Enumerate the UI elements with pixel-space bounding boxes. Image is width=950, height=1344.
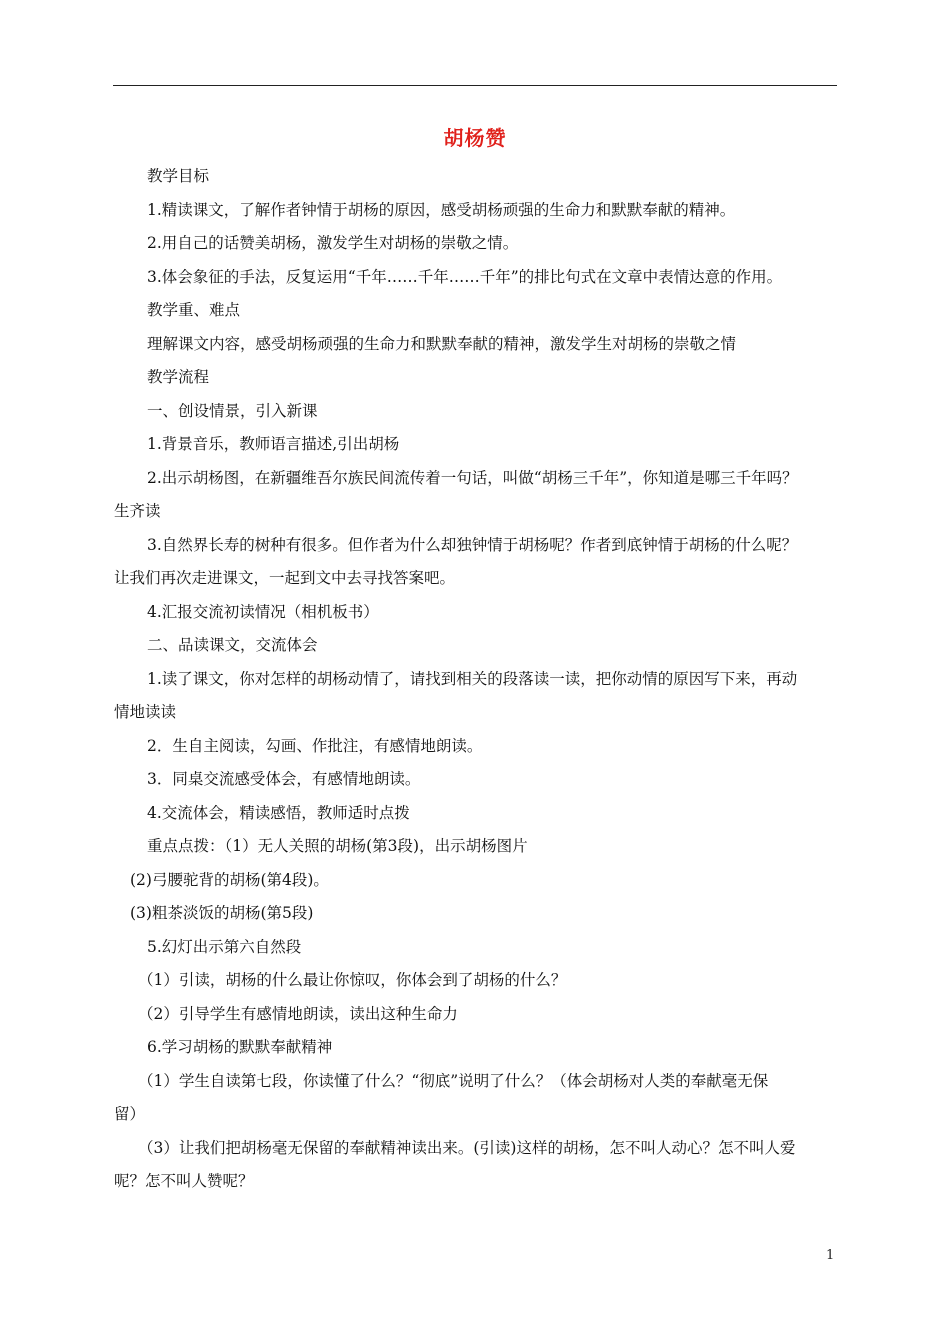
- paragraph: 1.精读课文，了解作者钟情于胡杨的原因，感受胡杨顽强的生命力和默默奉献的精神。: [147, 200, 736, 219]
- section-heading: 教学流程: [147, 368, 210, 386]
- subsection-heading: 二、品读课文，交流体会: [147, 636, 318, 654]
- paragraph: 2.出示胡杨图，在新疆维吾尔族民间流传着一句话，叫做“胡杨三千年”，你知道是哪三千年吗？: [147, 468, 798, 487]
- paragraph: （1）引读，胡杨的什么最让你惊叹，你体会到了胡杨的什么？: [138, 971, 567, 989]
- paragraph: 3.体会象征的手法，反复运用“千年……千年……千年”的排比句式在文章中表情达意的作用。: [147, 267, 783, 286]
- paragraph: 1.读了课文，你对怎样的胡杨动情了，请找到相关的段落读一读，把你动情的原因写下来，再动: [147, 669, 798, 688]
- header-rule: [113, 85, 837, 86]
- paragraph: 2．生自主阅读，勾画、作批注，有感情地朗读。: [147, 736, 483, 755]
- paragraph-continuation: 生齐读: [114, 502, 161, 520]
- paragraph: (2)弓腰驼背的胡杨(第4段)。: [130, 870, 329, 889]
- paragraph: 理解课文内容，感受胡杨顽强的生命力和默默奉献的精神，激发学生对胡杨的崇敬之情: [147, 334, 737, 353]
- paragraph-continuation: 情地读读: [114, 703, 177, 721]
- paragraph-continuation: 让我们再次走进课文，一起到文中去寻找答案吧。: [114, 569, 456, 587]
- paragraph: 6.学习胡杨的默默奉献精神: [147, 1038, 333, 1056]
- document-body: [114, 160, 838, 1199]
- paragraph: 4.汇报交流初读情况（相机板书）: [147, 602, 379, 621]
- paragraph-continuation: 呢？怎不叫人赞呢？: [114, 1172, 254, 1190]
- subsection-heading: 一、创设情景，引入新课: [147, 401, 318, 420]
- paragraph: 5.幻灯出示第六自然段: [147, 937, 302, 956]
- section-heading: 教学重、难点: [147, 301, 241, 319]
- section-heading: 教学目标: [147, 167, 210, 185]
- paragraph-continuation: 留）: [114, 1105, 146, 1123]
- page-number: 1: [826, 1248, 835, 1263]
- paragraph: 3.自然界长寿的树种有很多。但作者为什么却独钟情于胡杨呢？作者到底钟情于胡杨的什么呢？: [147, 535, 798, 554]
- paragraph: 4.交流体会，精读感悟，教师适时点拨: [147, 803, 410, 822]
- paragraph: （2）引导学生有感情地朗读，读出这种生命力: [138, 1004, 458, 1023]
- paragraph: 3．同桌交流感受体会，有感情地朗读。: [147, 770, 421, 788]
- paragraph: 重点点拨：（1）无人关照的胡杨(第3段)，出示胡杨图片: [147, 837, 528, 855]
- paragraph: (3)粗茶淡饭的胡杨(第5段): [130, 904, 314, 922]
- paragraph: （1）学生自读第七段，你读懂了什么？“彻底”说明了什么？（体会胡杨对人类的奉献毫无保: [138, 1071, 769, 1090]
- paragraph: （3）让我们把胡杨毫无保留的奉献精神读出来。(引读)这样的胡杨，怎不叫人动心？怎不叫人爱: [138, 1138, 796, 1157]
- paragraph: 2.用自己的话赞美胡杨，激发学生对胡杨的崇敬之情。: [147, 234, 519, 252]
- document-title: 胡杨赞: [443, 126, 507, 150]
- paragraph: 1.背景音乐，教师语言描述,引出胡杨: [147, 435, 400, 453]
